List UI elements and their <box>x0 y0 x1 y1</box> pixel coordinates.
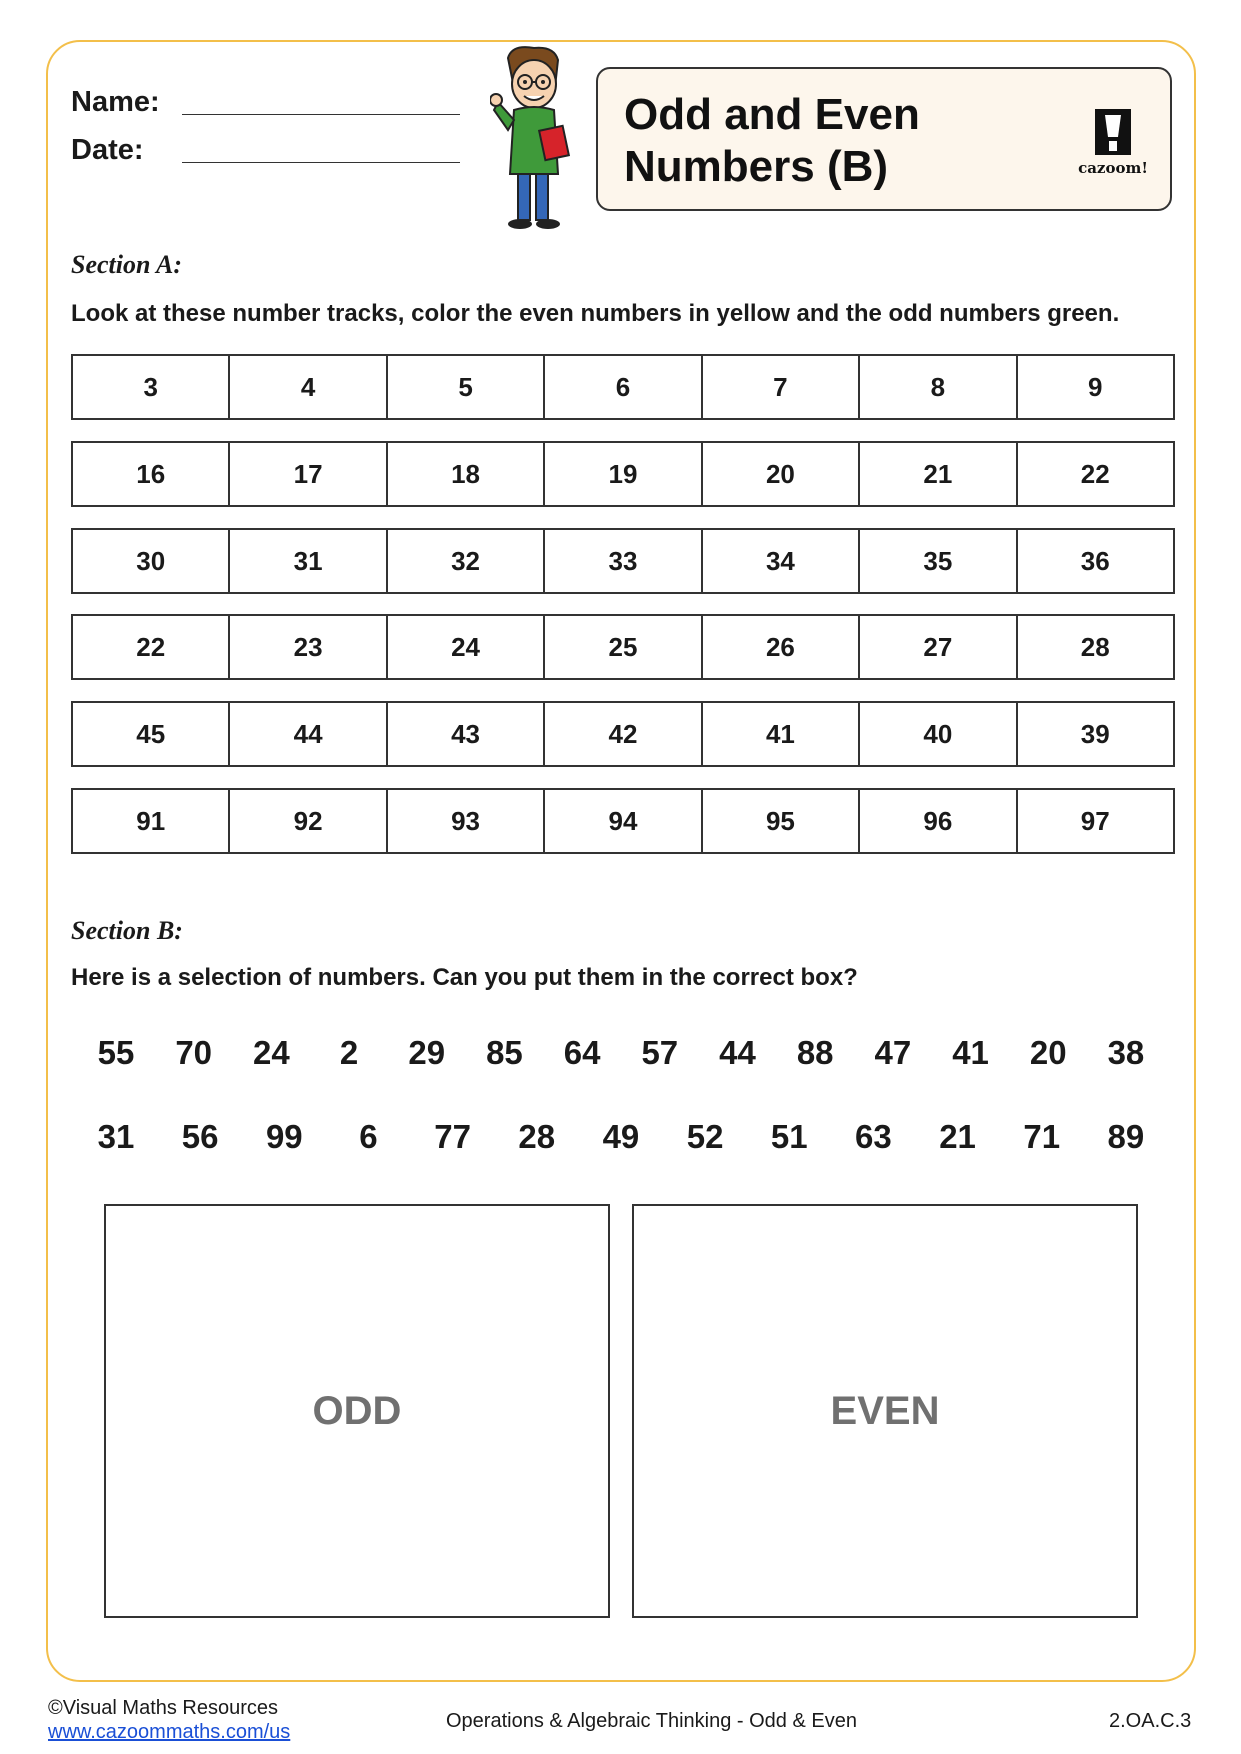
track-cell[interactable]: 36 <box>1080 545 1110 576</box>
track-cell[interactable]: 97 <box>1080 805 1110 836</box>
track-cell[interactable]: 39 <box>1080 718 1110 749</box>
footer-topic: Operations & Algebraic Thinking - Odd & Even <box>446 1710 857 1732</box>
track-cell[interactable]: 96 <box>860 790 1017 852</box>
track-cell[interactable]: 23 <box>230 616 387 678</box>
track-cell[interactable]: 25 <box>545 616 702 678</box>
selection-number: 77 <box>434 1118 471 1155</box>
selection-number: 70 <box>175 1034 213 1071</box>
title-line-1: Odd and Even <box>624 90 920 139</box>
number-track <box>71 788 1175 854</box>
selection-number: 31 <box>97 1118 135 1155</box>
selection-number: 41 <box>952 1034 989 1071</box>
selection-number: 21 <box>939 1118 976 1155</box>
track-cell[interactable]: 44 <box>230 703 387 765</box>
title-line-2: Numbers (B) <box>624 142 889 191</box>
section-a-heading: Section A: <box>71 250 182 279</box>
track-cell[interactable]: 6 <box>545 356 702 418</box>
selection-number: 55 <box>97 1034 135 1071</box>
odd-box-label: ODD <box>312 1388 402 1433</box>
track-cell[interactable]: 43 <box>388 703 545 765</box>
odd-box[interactable] <box>104 1204 610 1618</box>
selection-number: 85 <box>486 1034 523 1071</box>
selection-number: 47 <box>874 1034 912 1071</box>
track-cell[interactable]: 32 <box>388 530 545 592</box>
selection-number: 51 <box>770 1118 808 1155</box>
track-cell[interactable]: 34 <box>703 530 860 592</box>
track-cell[interactable]: 42 <box>545 703 702 765</box>
number-track <box>71 441 1175 507</box>
selection-number: 64 <box>563 1034 601 1071</box>
selection-number: 6 <box>359 1118 378 1155</box>
footer-copyright: ©Visual Maths Resources <box>48 1697 279 1719</box>
track-cell[interactable]: 17 <box>230 443 387 505</box>
number-track <box>71 614 1175 680</box>
name-field[interactable] <box>182 114 460 115</box>
selection-number: 20 <box>1029 1034 1067 1071</box>
track-cell[interactable]: 41 <box>703 703 860 765</box>
section-a-instruction: Look at these number tracks, color the even numbers in yellow and the odd numbers green. <box>71 300 1120 327</box>
track-cell[interactable]: 30 <box>73 530 230 592</box>
track-cell[interactable]: 5 <box>388 356 545 418</box>
name-label: Name: <box>71 86 160 118</box>
number-track <box>71 354 1175 420</box>
section-b-instruction: Here is a selection of numbers. Can you put them in the correct box? <box>71 964 858 991</box>
track-cell[interactable]: 31 <box>230 530 387 592</box>
track-cell[interactable]: 3 <box>73 356 230 418</box>
number-selection-row-2 <box>86 1118 1156 1156</box>
track-cell[interactable]: 8 <box>860 356 1017 418</box>
footer-standard-code: 2.OA.C.3 <box>1109 1710 1192 1732</box>
track-cell[interactable]: 92 <box>230 790 387 852</box>
track-cell[interactable]: 28 <box>1080 631 1110 662</box>
track-cell[interactable]: 93 <box>388 790 545 852</box>
track-cell[interactable]: 26 <box>703 616 860 678</box>
track-cell[interactable]: 91 <box>73 790 230 852</box>
selection-number: 44 <box>719 1034 756 1071</box>
selection-number: 89 <box>1107 1118 1145 1155</box>
track-cell[interactable]: 21 <box>860 443 1017 505</box>
selection-number: 99 <box>265 1118 303 1155</box>
even-box[interactable] <box>632 1204 1138 1618</box>
date-label: Date: <box>71 134 144 166</box>
track-cell[interactable]: 27 <box>860 616 1017 678</box>
selection-number: 52 <box>686 1118 724 1155</box>
track-cell[interactable]: 40 <box>860 703 1017 765</box>
footer-url-link[interactable]: www.cazoommaths.com/us <box>48 1721 291 1743</box>
selection-number: 38 <box>1107 1034 1145 1071</box>
number-track <box>71 528 1175 594</box>
track-cell[interactable]: 45 <box>73 703 230 765</box>
track-cell[interactable]: 20 <box>703 443 860 505</box>
track-cell[interactable]: 33 <box>545 530 702 592</box>
track-cell[interactable]: 18 <box>388 443 545 505</box>
track-cell[interactable]: 35 <box>860 530 1017 592</box>
track-cell[interactable]: 22 <box>1080 458 1110 489</box>
teacher-illustration-icon <box>490 44 580 230</box>
selection-number: 88 <box>796 1034 834 1071</box>
track-cell[interactable]: 16 <box>73 443 230 505</box>
page-title <box>624 89 1044 193</box>
selection-number: 71 <box>1023 1118 1061 1155</box>
selection-number: 63 <box>855 1118 892 1155</box>
track-cell[interactable]: 7 <box>703 356 860 418</box>
number-track <box>71 701 1175 767</box>
selection-number: 28 <box>518 1118 556 1155</box>
number-selection-row-1 <box>86 1034 1156 1072</box>
selection-number: 56 <box>181 1118 219 1155</box>
selection-number: 57 <box>641 1034 679 1071</box>
track-cell[interactable]: 22 <box>73 616 230 678</box>
selection-number: 24 <box>253 1034 290 1071</box>
track-cell[interactable]: 95 <box>703 790 860 852</box>
track-cell[interactable]: 94 <box>545 790 702 852</box>
title-box <box>596 67 1172 211</box>
selection-number: 49 <box>602 1118 640 1155</box>
selection-number: 2 <box>339 1034 359 1071</box>
track-cell[interactable]: 9 <box>1088 371 1103 402</box>
track-cell[interactable]: 24 <box>388 616 545 678</box>
date-field[interactable] <box>182 162 460 163</box>
even-box-label: EVEN <box>830 1388 940 1433</box>
selection-number: 29 <box>408 1034 446 1071</box>
track-cell[interactable]: 19 <box>545 443 702 505</box>
section-b-heading: Section B: <box>71 916 183 945</box>
track-cell[interactable]: 4 <box>230 356 387 418</box>
logo-text: cazoom! <box>1078 159 1148 177</box>
cazoom-logo-icon <box>1068 107 1158 179</box>
footer-credits <box>48 1696 290 1744</box>
